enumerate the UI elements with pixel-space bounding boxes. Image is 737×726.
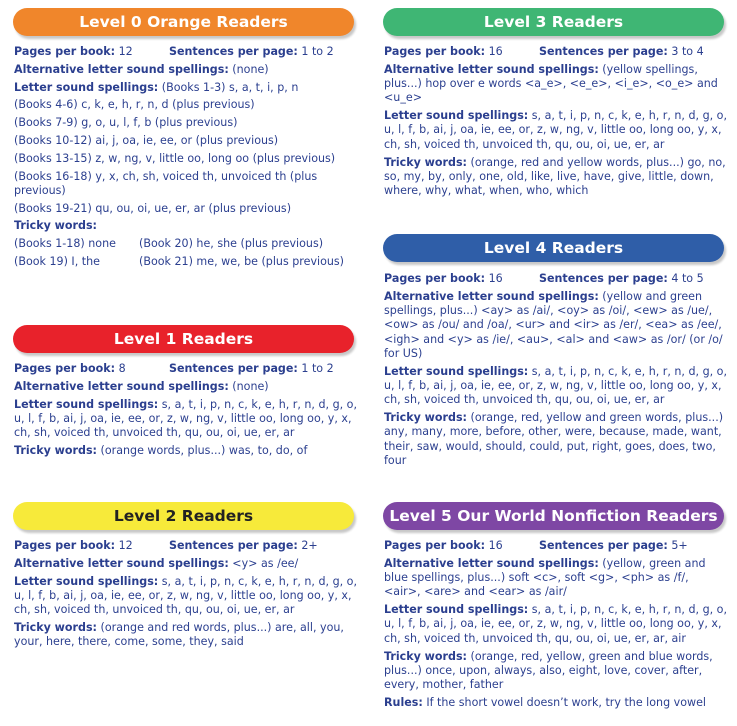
level-1-tricky-row bbox=[14, 444, 358, 458]
level-2-lss: s, a, t, i, p, n, c, k, e, h, r, n, d, g, o, u, l, f, b, ai, j, oa, ie, ee, or, z, w, ng, v, little oo, long oo, y, x, ch, sh, voiced th, unvoiced th, qu, ou, oi, ue, er, ar bbox=[14, 574, 357, 617]
level-2-alt: <y> as /ee/ bbox=[232, 556, 299, 570]
level-5-section bbox=[378, 502, 728, 714]
level-3-tricky: (orange, red and yellow words, plus...) go, no, so, my, by, only, one, old, like, live, have, give, little, down, where, why, what, when, who, which bbox=[384, 155, 726, 198]
lss-label: Letter sound spellings: bbox=[14, 574, 159, 588]
sentences-label: Sentences per page: bbox=[539, 45, 668, 58]
tricky-label: Tricky words: bbox=[14, 443, 97, 457]
level-5-tricky: (orange, red, yellow, green and blue words, plus...) once, upon, always, also, eight, love, cover, after, every, mother, father bbox=[384, 649, 713, 692]
level-5-pages-row bbox=[384, 539, 728, 553]
level-4-tricky-row bbox=[384, 411, 728, 468]
level-0-sentences: 1 to 2 bbox=[301, 45, 334, 58]
level-5-banner bbox=[383, 502, 724, 530]
level-0-lss-1: (Books 1-3) s, a, t, i, p, n bbox=[161, 80, 299, 94]
level-0-tricky-2a: (Book 19) I, the bbox=[14, 255, 100, 269]
level-3-pages-row bbox=[384, 45, 728, 59]
lss-label: Letter sound spellings: bbox=[384, 364, 529, 378]
alt-label: Alternative letter sound spellings: bbox=[14, 556, 229, 570]
level-0-lss-5: (Books 13-15) z, w, ng, v, little oo, long oo (plus previous) bbox=[14, 151, 336, 165]
level-5-lss: s, a, t, i, p, n, c, k, e, h, r, n, d, g, o, u, l, f, b, ai, j, oa, ie, ee, or, z, w, ng, v, little oo, long oo, y, x, ch, sh, voiced th, unvoiced th, qu, ou, oi, ue, er, ar, air bbox=[384, 603, 727, 645]
pages-label: Pages per book: bbox=[384, 272, 486, 285]
level-4-pages-row bbox=[384, 272, 728, 286]
level-5-title: Level 5 Our World Nonfiction Readers bbox=[389, 507, 718, 525]
level-0-title: Level 0 Orange Readers bbox=[79, 13, 288, 31]
alt-label: Alternative letter sound spellings: bbox=[384, 289, 599, 303]
level-4-tricky: (orange, red, yellow and green words, plus...) any, many, more, before, other, were, because, made, want, their, saw, would, should, could, put, right, goes, does, two, four bbox=[384, 411, 724, 468]
level-0-lss-7: (Books 19-21) qu, ou, oi, ue, er, ar (plus previous) bbox=[14, 201, 292, 215]
pages-label: Pages per book: bbox=[14, 539, 116, 552]
level-1-pages: 8 bbox=[118, 362, 126, 375]
level-2-section bbox=[8, 502, 358, 653]
lss-label: Letter sound spellings: bbox=[14, 397, 159, 411]
level-0-lss-row bbox=[14, 81, 358, 95]
level-3-title: Level 3 Readers bbox=[483, 13, 624, 31]
level-0-alt-row bbox=[14, 63, 358, 77]
pages-label: Pages per book: bbox=[384, 539, 486, 552]
level-3-tricky-row bbox=[384, 156, 728, 199]
level-4-sentences: 4 to 5 bbox=[671, 272, 704, 285]
level-5-alt-row bbox=[384, 557, 728, 600]
level-2-tricky: (orange and red words, plus...) are, all, you, your, here, there, come, some, they, said bbox=[14, 620, 344, 649]
tricky-label: Tricky words: bbox=[384, 155, 467, 169]
level-0-lss-6: (Books 16-18) y, x, ch, sh, voiced th, unvoiced th (plus previous) bbox=[14, 169, 318, 197]
level-2-alt-row bbox=[14, 557, 358, 571]
level-0-tricky-row-1 bbox=[14, 237, 358, 251]
level-1-pages-row bbox=[14, 362, 358, 376]
level-4-banner bbox=[383, 234, 724, 262]
level-4-lss-row bbox=[384, 365, 728, 408]
level-0-lss-2: (Books 4-6) c, k, e, h, r, n, d (plus previous) bbox=[14, 98, 255, 112]
level-0-alt: (none) bbox=[232, 62, 269, 76]
level-1-sentences: 1 to 2 bbox=[301, 362, 334, 375]
level-3-lss: s, a, t, i, p, n, c, k, e, h, r, n, d, g, o, u, l, f, b, ai, j, oa, ie, ee, or, z, w, ng, v, little oo, long oo, y, x, ch, sh, voiced th, unvoiced th, qu, ou, oi, ue, er, ar bbox=[384, 109, 727, 151]
level-3-section bbox=[378, 8, 728, 202]
level-3-lss-row bbox=[384, 109, 728, 152]
level-0-lss-3: (Books 7-9) g, o, u, l, f, b (plus previous) bbox=[14, 116, 238, 130]
sentences-label: Sentences per page: bbox=[539, 272, 668, 285]
level-0-pages: 12 bbox=[118, 45, 133, 58]
level-0-tricky-1b: (Book 20) he, she (plus previous) bbox=[139, 237, 324, 251]
lss-label: Letter sound spellings: bbox=[14, 80, 159, 94]
level-1-section bbox=[8, 325, 358, 462]
level-1-alt: (none) bbox=[232, 379, 269, 393]
level-0-banner bbox=[13, 8, 354, 36]
level-5-rules: If the short vowel doesn’t work, try the long vowel bbox=[426, 695, 706, 709]
alt-label: Alternative letter sound spellings: bbox=[14, 379, 229, 393]
level-1-tricky: (orange words, plus...) was, to, do, of bbox=[100, 443, 308, 457]
level-1-title: Level 1 Readers bbox=[113, 330, 254, 348]
sentences-label: Sentences per page: bbox=[539, 539, 668, 552]
level-2-pages: 12 bbox=[118, 539, 133, 552]
level-3-alt: (yellow spellings, plus...) hop over e words <a_e>, <e_e>, <i_e>, <o_e> and <u_e> bbox=[384, 62, 718, 105]
level-2-title: Level 2 Readers bbox=[113, 507, 254, 525]
alt-label: Alternative letter sound spellings: bbox=[384, 556, 599, 570]
pages-label: Pages per book: bbox=[14, 362, 116, 375]
level-5-alt: (yellow, green and blue spellings, plus...) soft <c>, soft <g>, <ph> as /f/, <air>, <are> and <ear> as /air/ bbox=[384, 556, 706, 599]
level-2-banner bbox=[13, 502, 354, 530]
level-0-pages-row bbox=[14, 45, 358, 59]
level-5-tricky-row bbox=[384, 650, 728, 693]
level-1-banner bbox=[13, 325, 354, 353]
pages-label: Pages per book: bbox=[384, 45, 486, 58]
level-5-lss-row bbox=[384, 603, 728, 646]
level-3-banner bbox=[383, 8, 724, 36]
level-3-alt-row bbox=[384, 63, 728, 106]
level-0-lss-4: (Books 10-12) ai, j, oa, ie, ee, or (plus previous) bbox=[14, 133, 279, 147]
level-0-tricky-label: Tricky words: bbox=[14, 219, 97, 233]
level-2-tricky-row bbox=[14, 621, 358, 650]
level-1-lss-row bbox=[14, 398, 358, 441]
level-0-section bbox=[8, 8, 358, 273]
level-2-lss-row bbox=[14, 575, 358, 618]
tricky-label: Tricky words: bbox=[14, 620, 97, 634]
lss-label: Letter sound spellings: bbox=[384, 603, 529, 617]
level-0-tricky-row-2 bbox=[14, 255, 358, 269]
level-2-pages-row bbox=[14, 539, 358, 553]
pages-label: Pages per book: bbox=[14, 45, 116, 58]
level-3-sentences: 3 to 4 bbox=[671, 45, 704, 58]
level-0-tricky-2b: (Book 21) me, we, be (plus previous) bbox=[139, 255, 345, 269]
lss-label: Letter sound spellings: bbox=[384, 109, 529, 123]
alt-label: Alternative letter sound spellings: bbox=[14, 62, 229, 76]
level-5-sentences: 5+ bbox=[671, 539, 688, 552]
level-0-tricky-1a: (Books 1-18) none bbox=[14, 237, 116, 251]
sentences-label: Sentences per page: bbox=[169, 539, 298, 552]
level-5-pages: 16 bbox=[488, 539, 503, 552]
level-4-alt-row bbox=[384, 290, 728, 361]
rules-label: Rules: bbox=[384, 695, 423, 709]
level-4-alt: (yellow and green spellings, plus...) <ay> as /ai/, <oy> as /oi/, <ew> as /ue/, <ow> as /ou/ and /oa/, <ur> and <ir> as /er/, <ea> as /ee/, <igh> and <y> as /ie/, <au>, <al> and <aw> as /or/ (or /o/ for US) bbox=[384, 289, 723, 360]
sentences-label: Sentences per page: bbox=[169, 362, 298, 375]
level-4-section bbox=[378, 234, 728, 472]
level-4-lss: s, a, t, i, p, n, c, k, e, h, r, n, d, g, o, u, l, f, b, ai, j, oa, ie, ee, or, z, w, ng, v, little oo, long oo, y, x, ch, sh, voiced th, unvoiced th, qu, ou, oi, ue, er, ar bbox=[384, 364, 727, 407]
level-1-alt-row bbox=[14, 380, 358, 394]
level-3-pages: 16 bbox=[488, 45, 503, 58]
tricky-label: Tricky words: bbox=[384, 411, 467, 425]
level-4-title: Level 4 Readers bbox=[483, 239, 624, 257]
tricky-label: Tricky words: bbox=[384, 649, 467, 663]
sentences-label: Sentences per page: bbox=[169, 45, 298, 58]
level-5-rules-row bbox=[384, 696, 728, 710]
level-4-pages: 16 bbox=[488, 272, 503, 285]
level-2-sentences: 2+ bbox=[301, 539, 318, 552]
level-1-lss: s, a, t, i, p, n, c, k, e, h, r, n, d, g, o, u, l, f, b, ai, j, oa, ie, ee, or, z, w, ng, v, little oo, long oo, y, x, ch, sh, voiced th, unvoiced th, qu, ou, oi, ue, er, ar bbox=[14, 397, 357, 440]
alt-label: Alternative letter sound spellings: bbox=[384, 62, 599, 76]
